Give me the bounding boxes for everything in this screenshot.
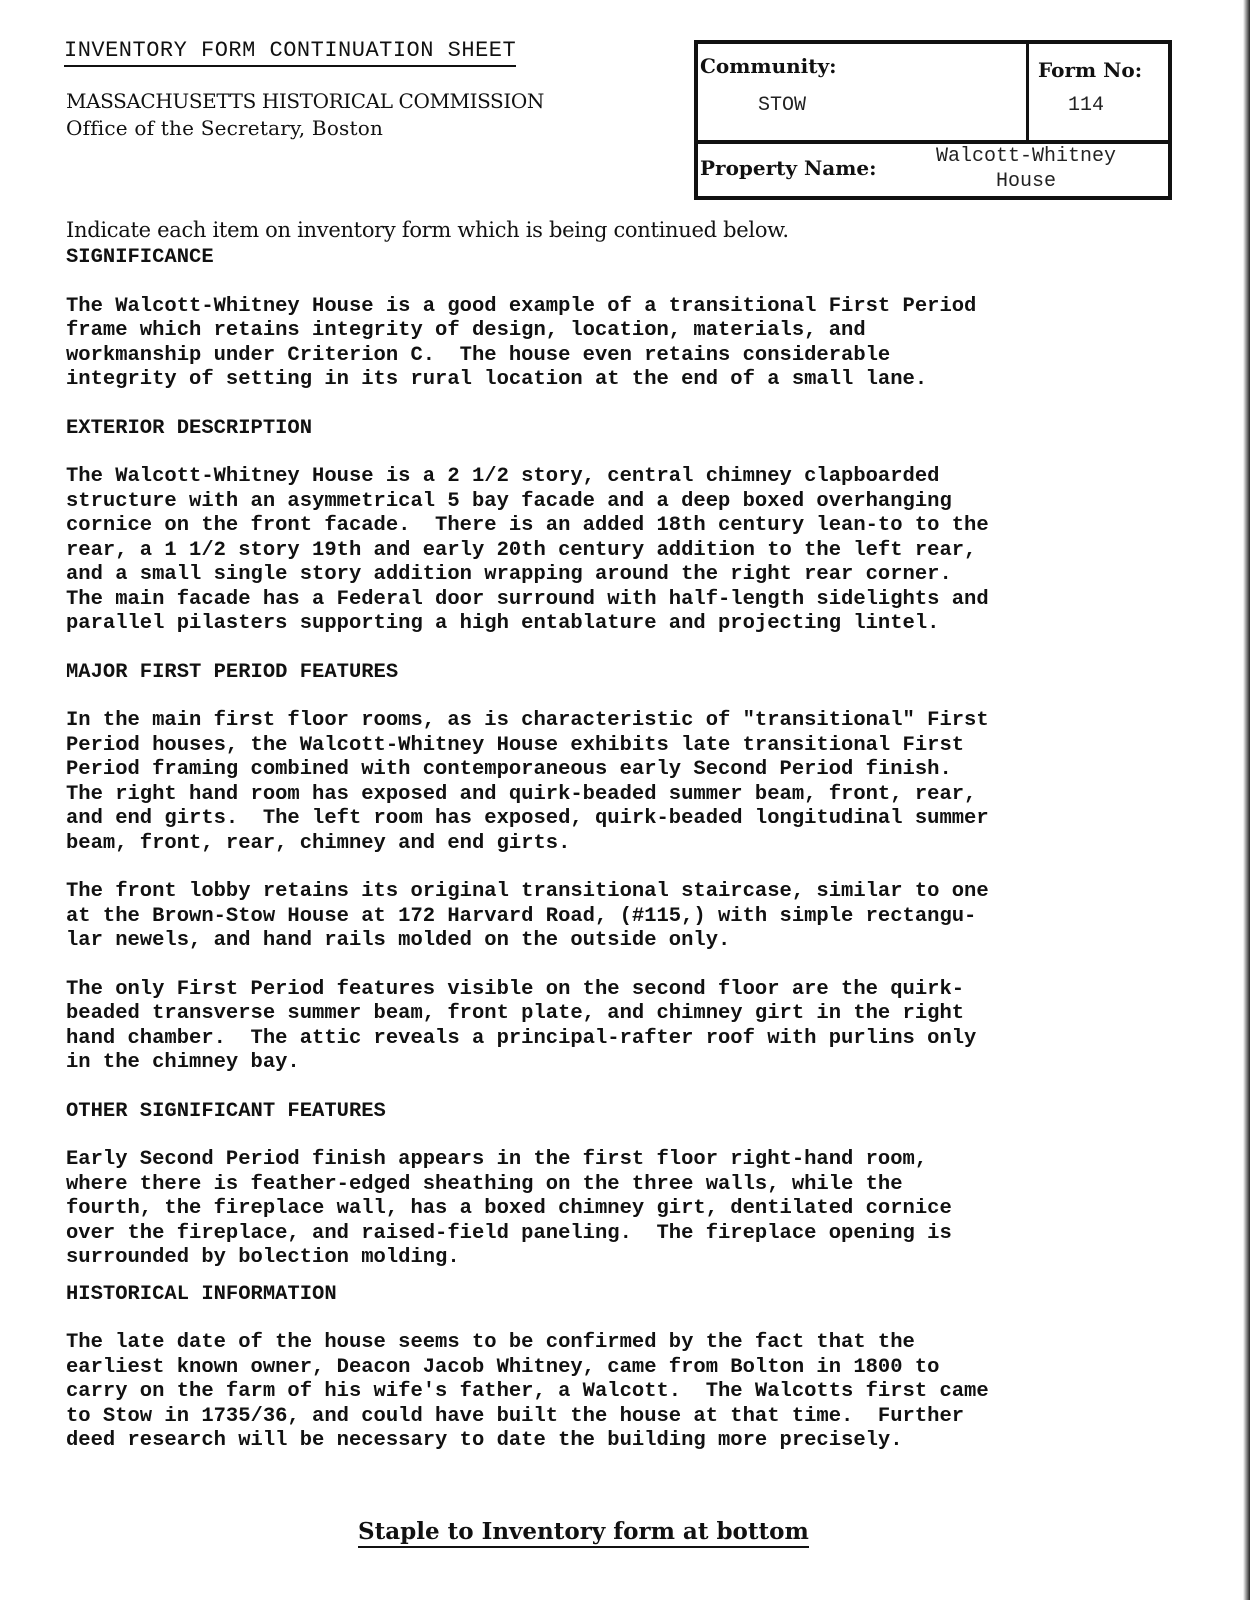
community-value: STOW	[758, 94, 807, 117]
exterior-paragraph: The Walcott-Whitney House is a 2 1/2 story, central chimney clapboarded structure with an asymmetrical 5 bay facade and a deep boxed overhanging cornice on the front facade. There is an added 18th century lean-to to the rear, a 1 1/2 story 19th and early 20th century addition to the left rear, and a small single story addition wrapping around the right rear corner. The main facade has a Federal door surround with half-length sidelights and parallel pilasters supporting a high entablature and projecting lintel.	[66, 465, 989, 635]
section-heading-first-period: MAJOR FIRST PERIOD FEATURES	[66, 660, 399, 684]
scan-edge-shadow	[1243, 0, 1250, 1600]
identification-box	[694, 40, 1172, 200]
box-vertical-divider	[1026, 44, 1029, 142]
property-name-line1: Walcott-Whitney	[935, 145, 1117, 168]
instruction-text: Indicate each item on inventory form which is being continued below.	[66, 218, 789, 242]
property-name-label: Property Name:	[700, 156, 877, 180]
first-period-paragraph-1: In the main first floor rooms, as is characteristic of "transitional" First Period houses, the Walcott-Whitney House exhibits late transitional First Period framing combined with contemporaneous early Second Period finish. The right hand room has exposed and quirk-beaded summer beam, front, rear, and end girts. The left room has exposed, quirk-beaded longitudinal summer beam, front, rear, chimney and end girts.	[66, 709, 989, 855]
property-name-value	[906, 144, 1146, 194]
section-heading-other-features: OTHER SIGNIFICANT FEATURES	[66, 1099, 386, 1123]
community-label: Community:	[700, 54, 837, 78]
staple-note: Staple to Inventory form at bottom	[358, 1518, 809, 1548]
property-name-line2: House	[995, 170, 1056, 193]
section-heading-historical: HISTORICAL INFORMATION	[66, 1282, 337, 1306]
section-heading-exterior: EXTERIOR DESCRIPTION	[66, 416, 313, 440]
form-no-value: 114	[1068, 94, 1105, 117]
form-title: INVENTORY FORM CONTINUATION SHEET	[64, 38, 516, 67]
commission-block	[66, 88, 544, 142]
continuation-content	[66, 246, 1196, 1454]
form-no-label: Form No:	[1038, 58, 1143, 82]
commission-name: MASSACHUSETTS HISTORICAL COMMISSION	[66, 89, 544, 113]
other-features-paragraph: Early Second Period finish appears in the first floor right-hand room, where there is feather-edged sheathing on the three walls, while the fourth, the fireplace wall, has a boxed chimney girt, dentilated cornice over the fireplace, and raised-field paneling. The fireplace opening is surrounded by bolection molding.	[66, 1148, 952, 1269]
first-period-paragraph-2: The front lobby retains its original transitional staircase, similar to one at the Brown-Stow House at 172 Harvard Road, (#115,) with simple rectangu- lar newels, and hand rails molded on the outside only.	[66, 880, 989, 952]
section-heading-significance: SIGNIFICANCE	[66, 246, 214, 269]
significance-paragraph: The Walcott-Whitney House is a good example of a transitional First Period frame which retains integrity of design, location, materials, and workmanship under Criterion C. The house even retains considerable integrity of setting in its rural location at the end of a small lane.	[66, 294, 977, 391]
office-name: Office of the Secretary, Boston	[66, 116, 384, 140]
historical-paragraph: The late date of the house seems to be confirmed by the fact that the earliest known owner, Deacon Jacob Whitney, came from Bolton in 1800 to carry on the farm of his wife's father, a Walcott. The Walcotts first came to Stow in 1735/36, and could have built the house at that time. Further deed research will be necessary to date the building more precisely.	[66, 1331, 989, 1452]
first-period-paragraph-3: The only First Period features visible on the second floor are the quirk- beaded transverse summer beam, front plate, and chimney girt in the right hand chamber. The attic reveals a principal-rafter roof with purlins only in the chimney bay.	[66, 977, 977, 1074]
